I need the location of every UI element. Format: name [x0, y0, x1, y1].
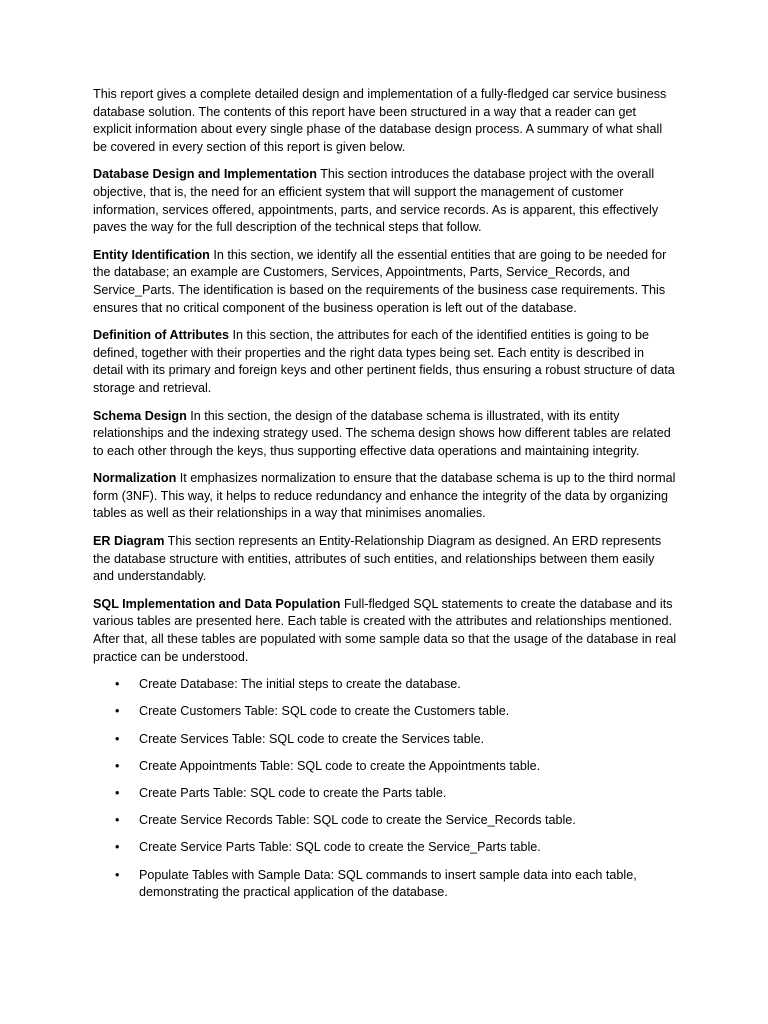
- section-body: In this section, we identify all the essential entities that are going to be needed for the database; an example are Customers, Services, Appointments, Parts, Service_Records, and Service_Parts. The identification is based on the requirements of the business case requirements. This ensures that no critical component of the business operation is left out of the database.: [93, 247, 667, 315]
- document-page: [93, 86, 677, 911]
- section-heading: SQL Implementation and Data Population: [93, 596, 341, 611]
- section-body: This section represents an Entity-Relationship Diagram as designed. An ERD represents the database structure with entities, attributes of such entities, and relationships between them easily and understandably.: [93, 534, 662, 584]
- section-body: In this section, the attributes for each of the identified entities is going to be defined, together with their properties and the right data types being set. Each entity is described in detail with its primary and foreign keys and other pertinent fields, thus ensuring a robust structure of data storage and retrieval.: [93, 328, 675, 395]
- section-heading: Definition of Attributes: [93, 328, 229, 343]
- section-body: It emphasizes normalization to ensure that the database schema is up to the third normal form (3NF). This way, it helps to reduce redundancy and enhance the integrity of the data by organizing tables as well as their relationships in a way that minimises anomalies.: [93, 471, 676, 521]
- list-item-text: Create Parts Table: SQL code to create the Parts table.: [139, 785, 447, 800]
- list-item: [93, 867, 677, 902]
- section-body: Full-fledged SQL statements to create the database and its various tables are presented here. Each table is created with the attributes and relationships mentioned. After that, all these tables are populated with some sample data so that the usage of the database in real practice can be understood.: [93, 596, 677, 664]
- list-item-text: Create Appointments Table: SQL code to create the Appointments table.: [139, 758, 541, 773]
- list-item-text: Create Customers Table: SQL code to create the Customers table.: [139, 704, 510, 719]
- list-item: [93, 731, 677, 749]
- list-item: [93, 703, 677, 721]
- list-item-text: Create Database: The initial steps to create the database.: [139, 677, 461, 692]
- list-item-text: Create Services Table: SQL code to create the Services table.: [139, 731, 485, 746]
- section-body: In this section, the design of the database schema is illustrated, with its entity relationships and the indexing strategy used. The schema design shows how different tables are related to each other through the keys, thus supporting effective data operations and maintaining integrity.: [93, 408, 671, 458]
- section-er-diagram: [93, 533, 677, 586]
- section-body: This section introduces the database project with the overall objective, that is, the need for an efficient system that will support the management of customer information, services offered, appointments, parts, and service records. As is apparent, this effectively paves the way for the full description of the technical steps that follow.: [93, 167, 659, 235]
- list-item: [93, 758, 677, 776]
- section-entity-identification: [93, 247, 677, 317]
- sql-steps-list: [93, 676, 677, 902]
- bullet-icon: •: [115, 867, 120, 882]
- list-item-text: Create Service Records Table: SQL code to create the Service_Records table.: [139, 813, 576, 828]
- bullet-icon: •: [115, 758, 120, 773]
- list-item-text: Create Service Parts Table: SQL code to create the Service_Parts table.: [139, 840, 541, 855]
- intro-paragraph: This report gives a complete detailed design and implementation of a fully-fledged car service business database solution. The contents of this report have been structured in a way that a reader can get explicit information about every single phase of the database design process. A summary of what shall be covered in every section of this report is given below.: [93, 87, 667, 154]
- section-normalization: [93, 470, 677, 523]
- list-item: [93, 812, 677, 830]
- section-heading: Schema Design: [93, 408, 187, 423]
- section-heading: ER Diagram: [93, 534, 165, 549]
- section-heading: Normalization: [93, 471, 177, 486]
- section-sql-implementation: [93, 596, 677, 666]
- section-schema-design: [93, 408, 677, 461]
- bullet-icon: •: [115, 785, 120, 800]
- list-item-text: Populate Tables with Sample Data: SQL commands to insert sample data into each table, demonstrating the practical application of the database.: [139, 867, 637, 900]
- section-heading: Database Design and Implementation: [93, 167, 317, 182]
- bullet-icon: •: [115, 840, 120, 855]
- section-heading: Entity Identification: [93, 247, 210, 262]
- bullet-icon: •: [115, 731, 120, 746]
- section-database-design: [93, 166, 677, 236]
- bullet-icon: •: [115, 704, 120, 719]
- section-definition-of-attributes: [93, 327, 677, 397]
- list-item: [93, 676, 677, 694]
- list-item: [93, 839, 677, 857]
- list-item: [93, 785, 677, 803]
- bullet-icon: •: [115, 677, 120, 692]
- bullet-icon: •: [115, 813, 120, 828]
